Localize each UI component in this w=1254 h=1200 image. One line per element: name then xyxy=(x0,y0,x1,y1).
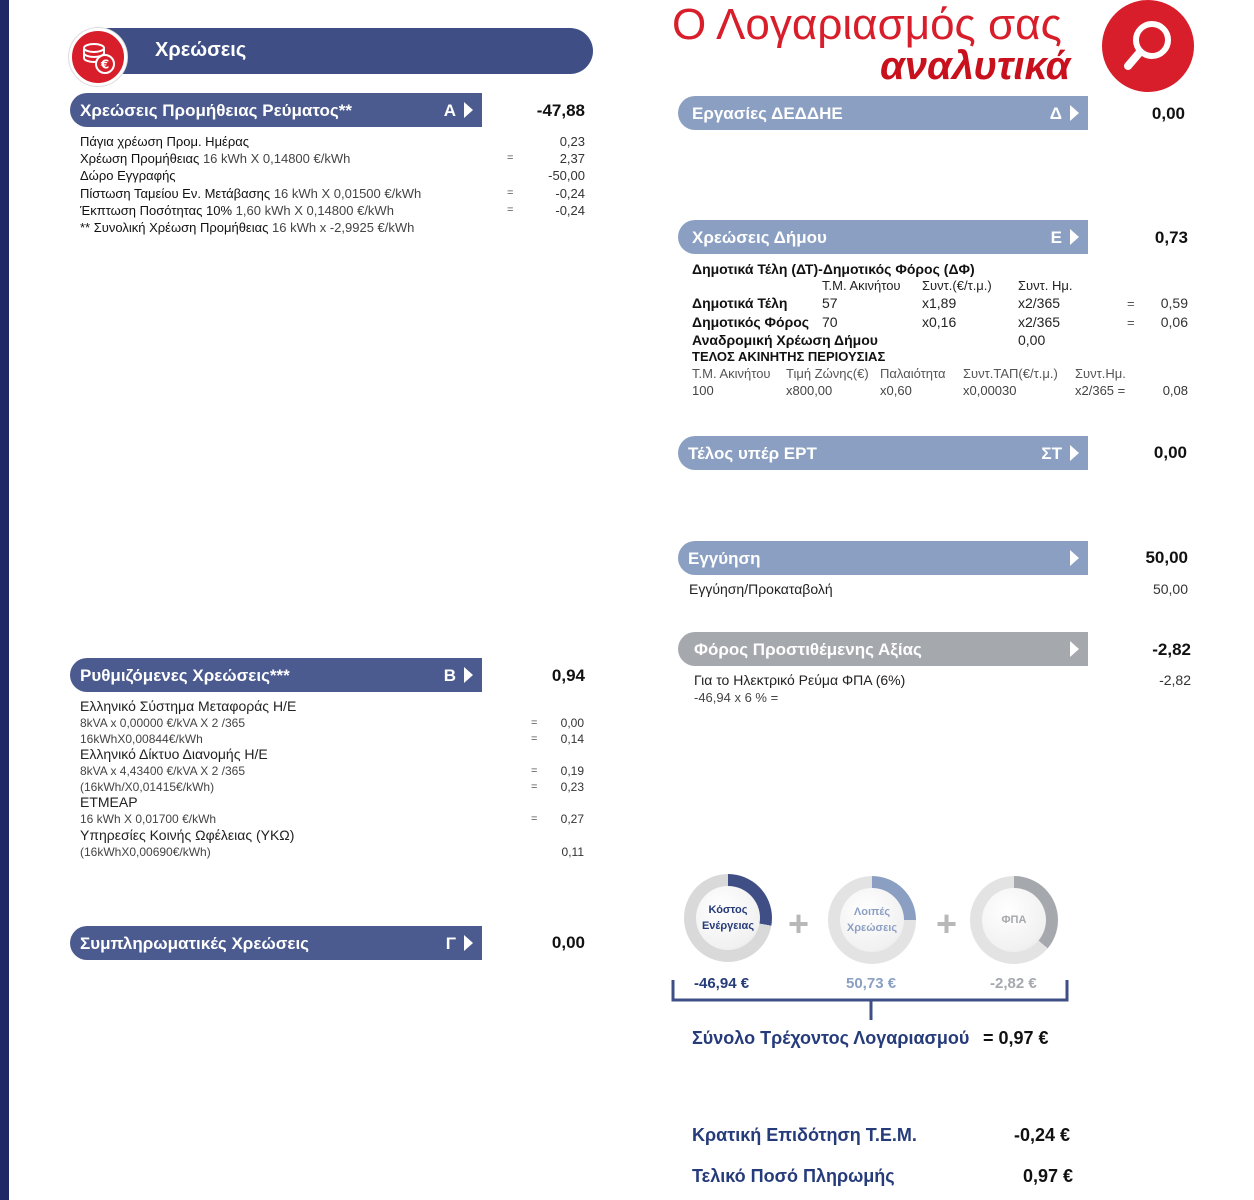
other-label-1: Λοιπές xyxy=(853,906,891,918)
tap-header-days: Συντ.Ημ. xyxy=(1075,366,1126,381)
municipal-fees-label: Δημοτικά Τέλη xyxy=(692,295,788,311)
regulated-charges-label: Ρυθμιζόμενες Χρεώσεις*** xyxy=(80,666,290,685)
supply-line-value: -0,24 xyxy=(555,186,585,201)
final-payment-value: 0,97 € xyxy=(1023,1166,1074,1186)
other-charges-donut xyxy=(828,876,916,964)
svg-text:€: € xyxy=(100,57,110,72)
regulated-item-title: ΕΤΜΕΑΡ xyxy=(80,794,138,810)
municipal-charges-letter: Ε xyxy=(1050,228,1062,247)
regulated-row-value: 0,00 xyxy=(560,716,584,730)
municipal-fees-days: x2/365 xyxy=(1018,295,1061,311)
municipal-fees-value: 0,59 xyxy=(1160,295,1188,311)
regulated-row-text: (16kWh/X0,01415€/kWh) xyxy=(80,780,215,794)
regulated-charges-amount: 0,94 xyxy=(551,666,585,685)
equals-sign: = xyxy=(507,152,514,164)
deddie-works-amount: 0,00 xyxy=(1151,104,1185,123)
page-title-line1: Ο Λογαριασμός σας xyxy=(672,0,1062,49)
equals-sign: = xyxy=(507,204,514,216)
retro-charge-label: Αναδρομική Χρέωση Δήμου xyxy=(692,332,878,348)
deddie-works-letter: Δ xyxy=(1049,104,1062,123)
supply-line-value: 0,23 xyxy=(559,134,585,149)
vat-line-value: -2,82 xyxy=(1159,672,1191,688)
municipal-fees-area: 57 xyxy=(822,295,838,311)
other-label-2: Χρεώσεις xyxy=(846,922,898,934)
equals-sign: = xyxy=(531,781,538,793)
equals-sign: = xyxy=(507,187,514,199)
coins-euro-icon xyxy=(69,28,127,86)
col-header-days: Συντ. Ημ. xyxy=(1018,278,1073,293)
regulated-row-value: 0,11 xyxy=(561,845,584,859)
municipal-tax-label: Δημοτικός Φόρος xyxy=(692,314,810,330)
regulated-row-text: 16kWhX0,00844€/kWh xyxy=(80,732,203,746)
guarantee-amount: 50,00 xyxy=(1145,548,1188,567)
supply-line: Δώρο Εγγραφής xyxy=(80,168,176,183)
vat-header xyxy=(678,632,1088,666)
supply-line-value: 2,37 xyxy=(559,151,585,166)
plus-sign: + xyxy=(936,903,958,944)
municipal-charges-label: Χρεώσεις Δήμου xyxy=(692,228,827,247)
supplementary-charges-amount: 0,00 xyxy=(551,933,585,952)
supply-charges-amount: -47,88 xyxy=(536,101,585,120)
vat-amount: -2,82 xyxy=(1152,640,1191,659)
supply-line-value: -0,24 xyxy=(555,203,585,218)
charges-header-title: Χρεώσεις xyxy=(155,39,247,61)
deddie-works-label: Εργασίες ΔΕΔΔΗΕ xyxy=(692,104,843,123)
total-current-bill-value: = 0,97 € xyxy=(983,1028,1049,1048)
magnifier-icon xyxy=(1102,0,1194,92)
municipal-tax-area: 70 xyxy=(822,314,838,330)
supply-line: Πίστωση Ταμείου Εν. Μετάβασης 16 kWh X 0,01500 €/kWh xyxy=(80,186,422,201)
col-header-area: Τ.Μ. Ακινήτου xyxy=(822,278,901,293)
tap-value-coef: x0,00030 xyxy=(963,383,1017,398)
arrow-right-icon xyxy=(1070,229,1079,245)
vat-line-label: Για το Ηλεκτρικό Ρεύμα ΦΠΑ (6%) xyxy=(694,672,906,688)
equals-sign: = xyxy=(1127,296,1135,311)
vat-label: Φόρος Προστιθέμενης Αξίας xyxy=(694,640,922,659)
ert-fee-amount: 0,00 xyxy=(1153,443,1187,462)
tap-value-days: x2/365 = xyxy=(1075,383,1126,398)
regulated-row-value: 0,27 xyxy=(560,812,584,826)
state-subsidy-label: Κρατική Επιδότηση Τ.Ε.Μ. xyxy=(692,1125,917,1145)
supply-line: Έκπτωση Ποσότητας 10% 1,60 kWh X 0,14800 €/kWh xyxy=(80,203,394,218)
supply-line: Χρέωση Προμήθειας 16 kWh X 0,14800 €/kWh xyxy=(80,151,351,166)
energy-label-1: Κόστος xyxy=(708,904,748,916)
regulated-charges-header xyxy=(70,658,482,692)
arrow-right-icon xyxy=(1070,550,1079,566)
regulated-row-value: 0,23 xyxy=(560,780,584,794)
guarantee-label: Εγγύηση xyxy=(688,549,761,568)
municipal-charges-amount: 0,73 xyxy=(1154,228,1188,247)
deddie-works-header xyxy=(678,96,1088,130)
municipal-charges-header xyxy=(678,220,1088,254)
page-title-line2: αναλυτικά xyxy=(880,44,1071,88)
charges-header-bar xyxy=(95,28,593,74)
left-edge-bar xyxy=(0,0,9,1200)
arrow-right-icon xyxy=(1070,641,1079,657)
municipal-tax-coef: x0,16 xyxy=(922,314,957,330)
energy-cost-value: -46,94 € xyxy=(694,975,750,992)
arrow-right-icon xyxy=(464,935,473,951)
vat-calc: -46,94 x 6 % = xyxy=(694,690,779,705)
tap-value-age: x0,60 xyxy=(880,383,912,398)
guarantee-line-value: 50,00 xyxy=(1152,581,1188,597)
ert-fee-letter: ΣΤ xyxy=(1041,444,1062,463)
ert-fee-label: Τέλος υπέρ ΕΡΤ xyxy=(688,444,817,463)
energy-label-2: Ενέργειας xyxy=(701,920,755,932)
regulated-charges-letter: Β xyxy=(443,666,456,685)
property-tax-title: ΤΕΛΟΣ ΑΚΙΝΗΤΗΣ ΠΕΡΙΟΥΣΙΑΣ xyxy=(692,349,886,364)
tap-header-age: Παλαιότητα xyxy=(880,366,946,381)
regulated-row-value: 0,19 xyxy=(560,764,584,778)
regulated-row-text: 16 kWh X 0,01700 €/kWh xyxy=(80,812,217,826)
municipal-subtitle: Δημοτικά Τέλη (ΔΤ)-Δημοτικός Φόρος (ΔΦ) xyxy=(692,261,975,277)
supplementary-charges-label: Συμπληρωματικές Χρεώσεις xyxy=(80,934,310,953)
ert-fee-header xyxy=(678,436,1088,470)
guarantee-line-label: Εγγύηση/Προκαταβολή xyxy=(689,581,833,597)
tap-header-coef: Συντ.ΤΑΠ(€/τ.μ.) xyxy=(963,366,1058,381)
supply-line-value: -50,00 xyxy=(548,168,585,183)
equals-sign: = xyxy=(531,813,538,825)
vat-donut xyxy=(970,876,1058,964)
total-current-bill-label: Σύνολο Τρέχοντος Λογαριασμού xyxy=(692,1028,970,1048)
final-payment-label: Τελικό Ποσό Πληρωμής xyxy=(692,1166,895,1186)
guarantee-header xyxy=(678,541,1088,575)
equals-sign: = xyxy=(531,765,538,777)
supply-line: Πάγια χρέωση Προμ. Ημέρας xyxy=(80,134,250,149)
plus-sign: + xyxy=(788,903,810,944)
regulated-row-value: 0,14 xyxy=(560,732,584,746)
supply-charges-label: Χρεώσεις Προμήθειας Ρεύματος** xyxy=(80,101,352,120)
arrow-right-icon xyxy=(464,102,473,118)
supplementary-charges-letter: Γ xyxy=(445,934,456,953)
vat-donut-label: ΦΠΑ xyxy=(1001,914,1027,926)
energy-cost-donut xyxy=(684,874,772,962)
regulated-item-title: Υπηρεσίες Κοινής Ωφέλειας (ΥΚΩ) xyxy=(80,827,295,843)
municipal-fees-coef: x1,89 xyxy=(922,295,957,311)
vat-value: -2,82 € xyxy=(990,975,1037,992)
retro-charge-value: 0,00 xyxy=(1018,332,1046,348)
supplementary-charges-header xyxy=(70,926,482,960)
regulated-row-text: 8kVA x 4,43400 €/kVA X 2 /365 xyxy=(80,764,246,778)
tap-value-area: 100 xyxy=(692,383,714,398)
supply-charges-header xyxy=(70,93,482,127)
state-subsidy-value: -0,24 € xyxy=(1014,1125,1071,1145)
equals-sign: = xyxy=(531,717,538,729)
regulated-row-text: 8kVA x 0,00000 €/kVA X 2 /365 xyxy=(80,716,246,730)
regulated-item-title: Ελληνικό Σύστημα Μεταφοράς Η/Ε xyxy=(80,698,297,714)
arrow-right-icon xyxy=(1070,445,1079,461)
other-charges-value: 50,73 € xyxy=(846,975,897,992)
municipal-tax-days: x2/365 xyxy=(1018,314,1061,330)
supply-charges-letter: Α xyxy=(443,101,456,120)
equals-sign: = xyxy=(531,733,538,745)
regulated-item-title: Ελληνικό Δίκτυο Διανομής Η/Ε xyxy=(80,746,268,762)
tap-header-zone: Τιμή Ζώνης(€) xyxy=(786,366,869,381)
col-header-coef: Συντ.(€/τ.μ.) xyxy=(922,278,992,293)
arrow-right-icon xyxy=(1070,105,1079,121)
municipal-tax-value: 0,06 xyxy=(1160,314,1188,330)
arrow-right-icon xyxy=(464,667,473,683)
regulated-row-text: (16kWhX0,00690€/kWh) xyxy=(80,845,211,859)
tap-header-area: Τ.Μ. Ακινήτου xyxy=(692,366,771,381)
tap-value-zone: x800,00 xyxy=(786,383,833,398)
equals-sign: = xyxy=(1127,315,1135,330)
supply-line: ** Συνολική Χρέωση Προμήθειας 16 kWh x -2,9925 €/kWh xyxy=(80,220,415,235)
tap-total: 0,08 xyxy=(1162,383,1188,398)
